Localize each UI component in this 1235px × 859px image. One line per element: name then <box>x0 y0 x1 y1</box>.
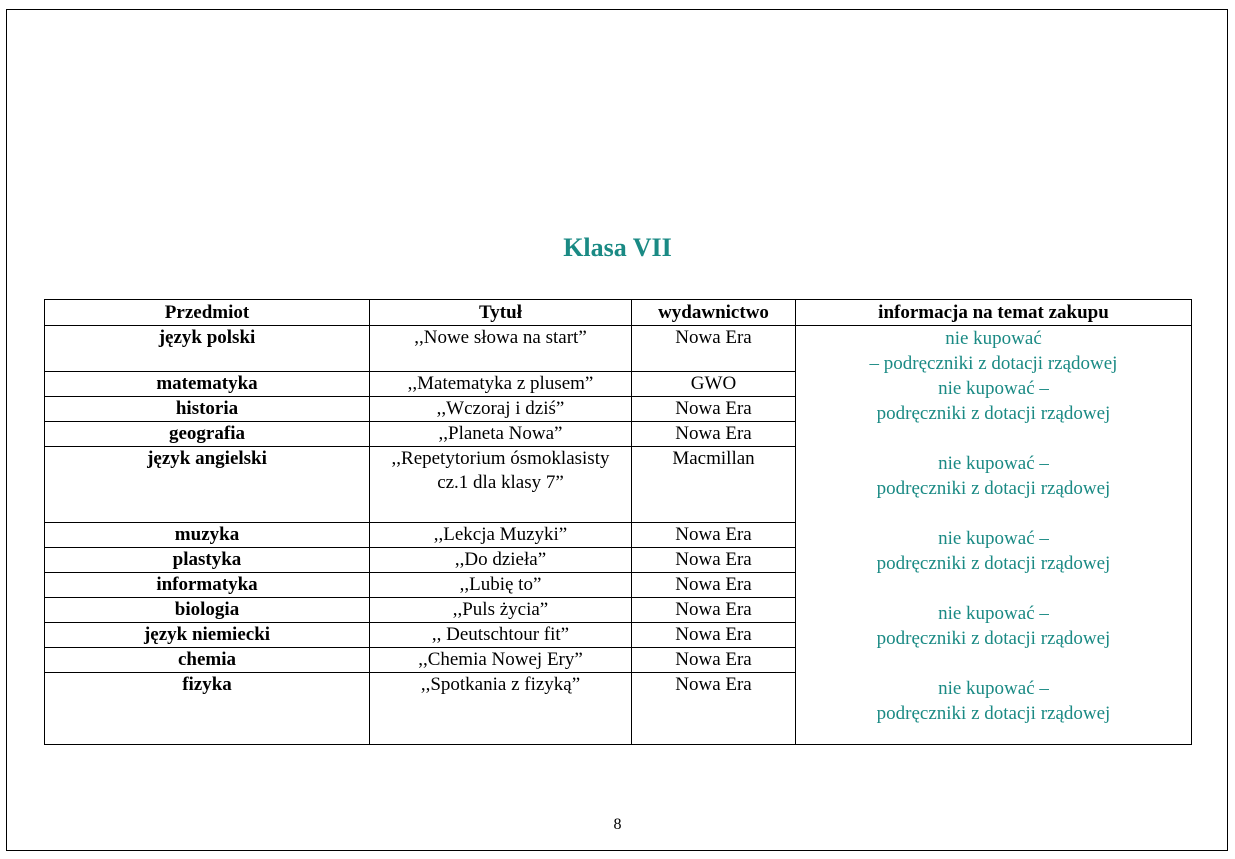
publisher-cell: Nowa Era <box>632 573 796 598</box>
subject-cell: fizyka <box>45 673 370 745</box>
title-cell: ,,Nowe słowa na start” <box>370 326 632 372</box>
subject-cell: muzyka <box>45 523 370 548</box>
subject-cell: matematyka <box>45 372 370 397</box>
info-line: nie kupować <box>945 328 1042 349</box>
info-line: podręczniki z dotacji rządowej <box>876 403 1111 424</box>
info-line: nie kupować – <box>938 603 1049 624</box>
info-line: – podręczniki z dotacji rządowej <box>869 353 1118 374</box>
subject-cell: chemia <box>45 648 370 673</box>
subject-cell: informatyka <box>45 573 370 598</box>
title-cell: ,,Puls życia” <box>370 598 632 623</box>
title-cell: ,, Deutschtour fit” <box>370 623 632 648</box>
header-purchase-info: informacja na temat zakupu <box>796 300 1192 326</box>
info-line: podręczniki z dotacji rządowej <box>876 703 1111 724</box>
info-line: nie kupować – <box>938 378 1049 399</box>
table-header-row <box>45 300 1192 326</box>
publisher-cell: Nowa Era <box>632 598 796 623</box>
table-row <box>45 326 1192 372</box>
header-title: Tytuł <box>370 300 632 326</box>
subject-cell: język angielski <box>45 447 370 523</box>
title-cell: ,,Lekcja Muzyki” <box>370 523 632 548</box>
publisher-cell: GWO <box>632 372 796 397</box>
subject-cell: historia <box>45 397 370 422</box>
title-cell: ,,Repetytorium ósmoklasisty cz.1 dla klasy 7” <box>370 447 632 523</box>
title-cell: ,,Wczoraj i dziś” <box>370 397 632 422</box>
info-line: nie kupować – <box>938 678 1049 699</box>
textbook-table <box>44 299 1192 745</box>
info-line: nie kupować – <box>938 453 1049 474</box>
info-line: podręczniki z dotacji rządowej <box>876 478 1111 499</box>
title-cell: ,,Lubię to” <box>370 573 632 598</box>
info-line: nie kupować – <box>938 528 1049 549</box>
publisher-cell: Nowa Era <box>632 397 796 422</box>
publisher-cell: Nowa Era <box>632 548 796 573</box>
subject-cell: plastyka <box>45 548 370 573</box>
publisher-cell: Nowa Era <box>632 673 796 745</box>
purchase-info-cell <box>796 326 1192 745</box>
header-publisher: wydawnictwo <box>632 300 796 326</box>
subject-cell: język polski <box>45 326 370 372</box>
title-cell: ,,Do dzieła” <box>370 548 632 573</box>
title-cell: ,,Spotkania z fizyką” <box>370 673 632 745</box>
publisher-cell: Nowa Era <box>632 523 796 548</box>
title-cell: ,,Chemia Nowej Ery” <box>370 648 632 673</box>
info-line: podręczniki z dotacji rządowej <box>876 553 1111 574</box>
page-number: 8 <box>613 816 622 833</box>
publisher-cell: Macmillan <box>632 447 796 523</box>
title-cell: ,,Matematyka z plusem” <box>370 372 632 397</box>
publisher-cell: Nowa Era <box>632 623 796 648</box>
publisher-cell: Nowa Era <box>632 422 796 447</box>
page-title: Klasa VII <box>563 233 672 262</box>
subject-cell: język niemiecki <box>45 623 370 648</box>
publisher-cell: Nowa Era <box>632 648 796 673</box>
publisher-cell: Nowa Era <box>632 326 796 372</box>
title-cell: ,,Planeta Nowa” <box>370 422 632 447</box>
subject-cell: geografia <box>45 422 370 447</box>
info-line: podręczniki z dotacji rządowej <box>876 628 1111 649</box>
header-subject: Przedmiot <box>45 300 370 326</box>
subject-cell: biologia <box>45 598 370 623</box>
